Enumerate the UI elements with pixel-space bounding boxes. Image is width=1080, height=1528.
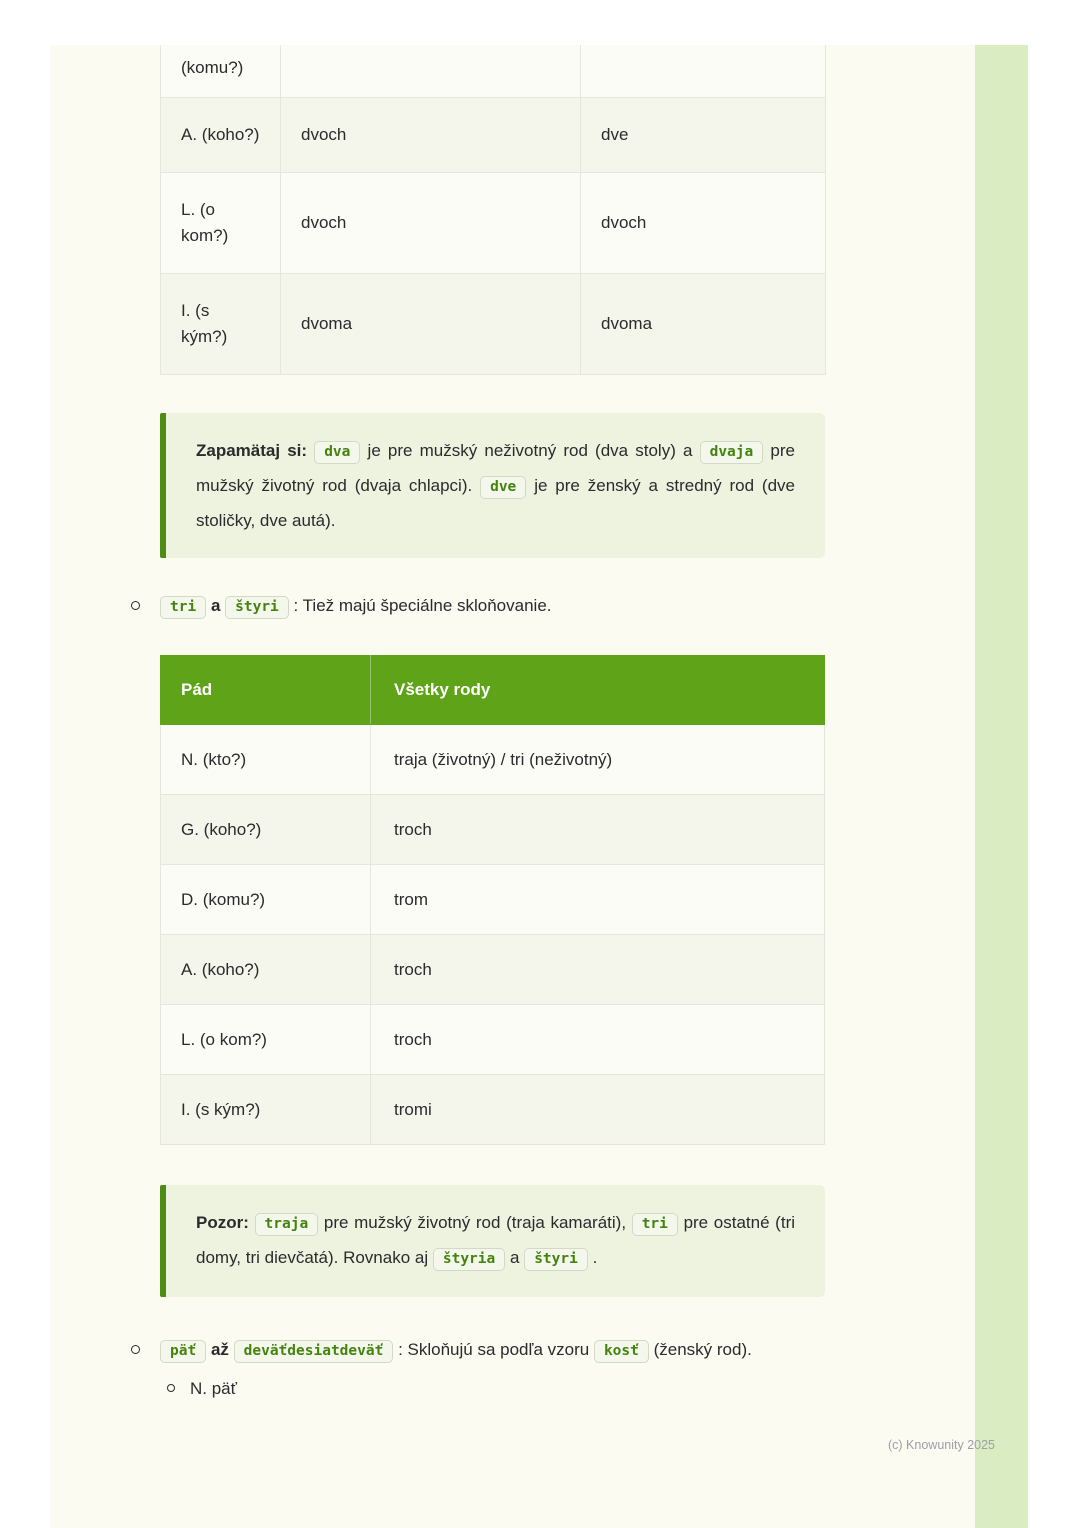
right-accent-stripe — [975, 45, 1028, 1528]
table-row — [161, 1075, 825, 1145]
value-cell: dvoch — [281, 98, 581, 173]
value-cell: dve — [581, 98, 826, 173]
case-cell: L. (o kom?) — [161, 1005, 371, 1075]
value-cell: tromi — [371, 1075, 825, 1145]
case-cell: A. (koho?) — [161, 98, 281, 173]
case-cell: I. (s kým?) — [161, 1075, 371, 1145]
table-row — [161, 795, 825, 865]
table-row — [161, 935, 825, 1005]
value-cell: dvoch — [581, 173, 826, 274]
warning-callout-text — [196, 1206, 795, 1276]
list-item-text: : Tiež majú špeciálne skloňovanie. — [293, 596, 552, 615]
case-cell: G. (koho?) — [161, 795, 371, 865]
sub-list-item — [160, 1376, 825, 1402]
value-cell: troch — [371, 795, 825, 865]
value-cell: troch — [371, 935, 825, 1005]
table-row — [161, 98, 826, 173]
inline-code-chip: dve — [480, 476, 526, 499]
value-cell — [281, 45, 581, 98]
sub-list-item-text: N. päť — [190, 1379, 238, 1398]
list-connector: až — [210, 1340, 229, 1359]
table-row — [161, 173, 826, 274]
callout-text-segment: je pre ženský a stredný rod (dve stoličky, dve autá). — [196, 476, 795, 530]
case-cell: N. (kto?) — [161, 725, 371, 795]
case-cell: A. (koho?) — [161, 935, 371, 1005]
case-cell: (komu?) — [161, 45, 281, 98]
value-cell: trom — [371, 865, 825, 935]
inline-code-chip: traja — [255, 1213, 319, 1236]
document-content — [160, 45, 825, 1402]
bullet-icon — [131, 601, 140, 610]
callout-text-segment: je pre mužský neživotný rod (dva stoly) a — [367, 441, 693, 460]
bullet-icon — [167, 1384, 175, 1392]
list-item-text: (ženský rod). — [653, 1340, 752, 1359]
inline-code-chip: tri — [632, 1213, 678, 1236]
value-cell: traja (životný) / tri (neživotný) — [371, 725, 825, 795]
table-header-row — [161, 656, 825, 725]
table-row — [161, 725, 825, 795]
list-connector: a — [210, 596, 221, 615]
value-cell: dvoch — [281, 173, 581, 274]
table-row — [161, 1005, 825, 1075]
list-item-tri-styri — [160, 591, 825, 622]
value-cell — [581, 45, 826, 98]
inline-code-chip: štyria — [433, 1248, 505, 1271]
inline-code-chip: deväťdesiatdeväť — [234, 1340, 394, 1363]
table-row — [161, 274, 826, 375]
table-row — [161, 865, 825, 935]
warning-callout — [160, 1185, 825, 1297]
note-callout — [160, 413, 825, 558]
value-cell: dvoma — [281, 274, 581, 375]
declension-table-dva — [160, 45, 826, 375]
declension-table-tri — [160, 655, 825, 1145]
inline-code-chip: tri — [160, 596, 206, 619]
inline-code-chip: štyri — [225, 596, 289, 619]
callout-intro: Pozor: — [196, 1213, 249, 1232]
callout-intro: Zapamätaj si: — [196, 441, 308, 460]
bullet-icon — [131, 1345, 140, 1354]
callout-text-segment: pre mužský životný rod (dvaja chlapci). — [196, 441, 795, 495]
inline-code-chip: kosť — [594, 1340, 649, 1363]
case-cell: D. (komu?) — [161, 865, 371, 935]
inline-code-chip: dva — [314, 441, 360, 464]
inline-code-chip: dvaja — [700, 441, 764, 464]
value-cell: troch — [371, 1005, 825, 1075]
callout-text-segment: pre mužský životný rod (traja kamaráti), — [323, 1213, 627, 1232]
value-cell: dvoma — [581, 274, 826, 375]
list-item-text: : Skloňujú sa podľa vzoru — [398, 1340, 590, 1359]
inline-code-chip: päť — [160, 1340, 206, 1363]
note-callout-text — [196, 434, 795, 537]
callout-text-segment: pre ostatné (tri domy, tri dievčatá). Rovnako aj — [196, 1213, 796, 1267]
list-item-pat — [160, 1333, 825, 1402]
header-cell-pad: Pád — [161, 656, 371, 725]
table-row-partial — [161, 45, 826, 98]
case-cell: L. (o kom?) — [161, 173, 281, 274]
inline-code-chip: štyri — [524, 1248, 588, 1271]
copyright-watermark: (c) Knowunity 2025 — [888, 1438, 996, 1452]
callout-text-segment: a — [509, 1248, 520, 1267]
case-cell: I. (s kým?) — [161, 274, 281, 375]
callout-text-segment: . — [592, 1248, 598, 1267]
header-cell-vsetky-rody: Všetky rody — [371, 656, 825, 725]
